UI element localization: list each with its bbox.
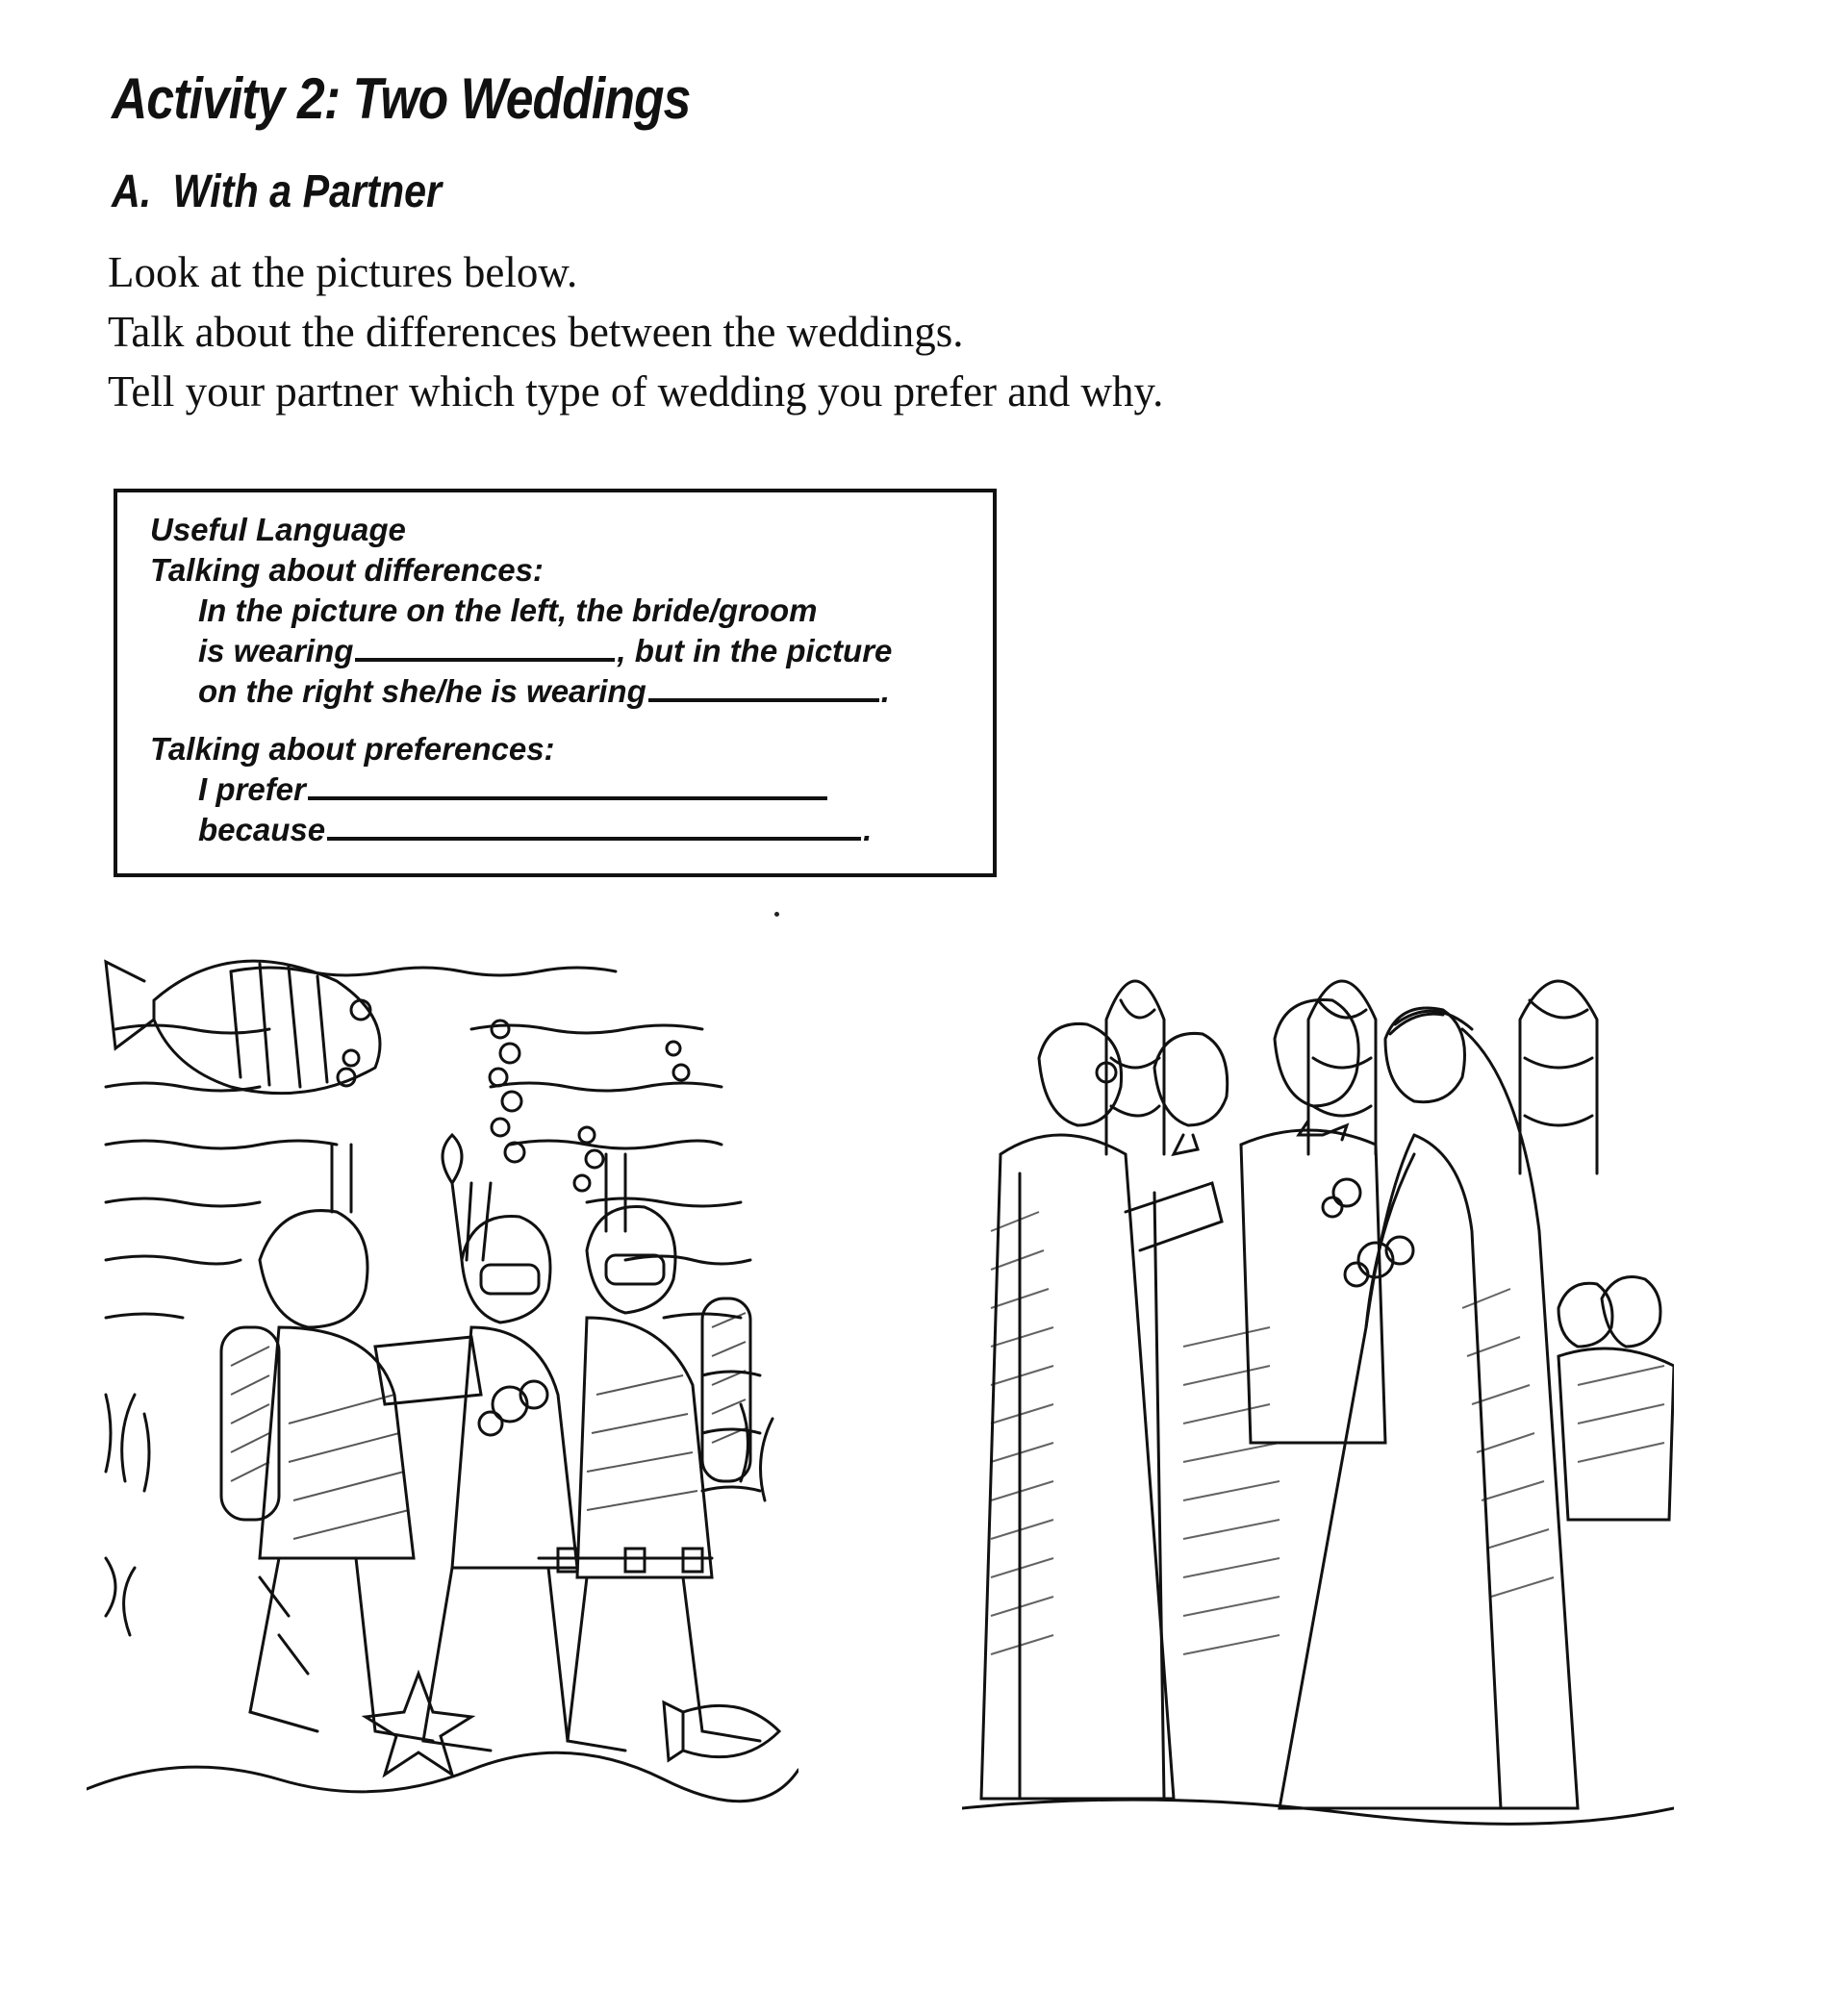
blank-line	[327, 812, 861, 841]
starfish-icon	[366, 1674, 471, 1775]
guest-icon	[1558, 1277, 1674, 1521]
diver-groom-icon	[539, 1207, 760, 1751]
diff-line-1: In the picture on the left, the bride/groom	[198, 592, 818, 628]
bride-icon	[1279, 1008, 1578, 1808]
diver-bride-icon	[423, 1217, 577, 1751]
pref-line-2-period: .	[863, 812, 873, 847]
blank-line	[308, 771, 827, 800]
small-fish-icon	[664, 1702, 779, 1760]
differences-heading: Talking about differences:	[150, 552, 544, 588]
instruction-line: Talk about the differences between the weddings.	[108, 308, 964, 356]
underwater-wedding-illustration	[87, 943, 798, 1818]
minister-icon	[981, 1023, 1222, 1799]
blank-line	[648, 673, 879, 702]
pref-line-1	[198, 769, 829, 810]
instruction-line: Tell your partner which type of wedding you prefer and why.	[108, 367, 1164, 416]
sea-floor	[87, 1752, 798, 1802]
water-ripples-icon	[106, 968, 760, 1491]
stray-dot	[774, 912, 779, 917]
church-floor	[962, 1800, 1674, 1824]
instructions	[108, 242, 1163, 421]
section-label: With a Partner	[172, 166, 443, 217]
diff-line-3-period: .	[880, 673, 890, 709]
snorkel-icon	[606, 1154, 625, 1231]
diff-line-2-end: , but in the picture	[617, 633, 893, 668]
pref-line-2	[198, 810, 872, 850]
groom-icon	[1241, 1000, 1385, 1444]
section-letter: A.	[112, 166, 152, 217]
blank-line	[355, 633, 615, 662]
flower-icon	[443, 1135, 462, 1260]
useful-language-heading: Useful Language	[150, 512, 406, 547]
bubbles-icon	[490, 1021, 689, 1191]
activity-title: Activity 2: Two Weddings	[112, 66, 691, 131]
stained-glass-window-icon	[1520, 981, 1597, 1173]
snorkel-icon	[332, 1145, 351, 1212]
diff-line-2	[198, 631, 892, 671]
pref-line-1-start: I prefer	[198, 771, 306, 807]
diver-minister-icon	[221, 1211, 481, 1741]
instruction-line: Look at the pictures below.	[108, 248, 578, 296]
diff-line-2-start: is wearing	[198, 633, 354, 668]
section-heading	[112, 165, 442, 218]
diff-line-3	[198, 671, 890, 712]
pref-line-2-start: because	[198, 812, 326, 847]
useful-language-box	[114, 489, 997, 877]
diff-line-3-start: on the right she/he is wearing	[198, 673, 646, 709]
striped-fish-icon	[106, 961, 380, 1093]
seaweed-icon	[106, 1395, 773, 1635]
church-wedding-illustration	[962, 943, 1674, 1837]
preferences-heading: Talking about preferences:	[150, 731, 555, 767]
